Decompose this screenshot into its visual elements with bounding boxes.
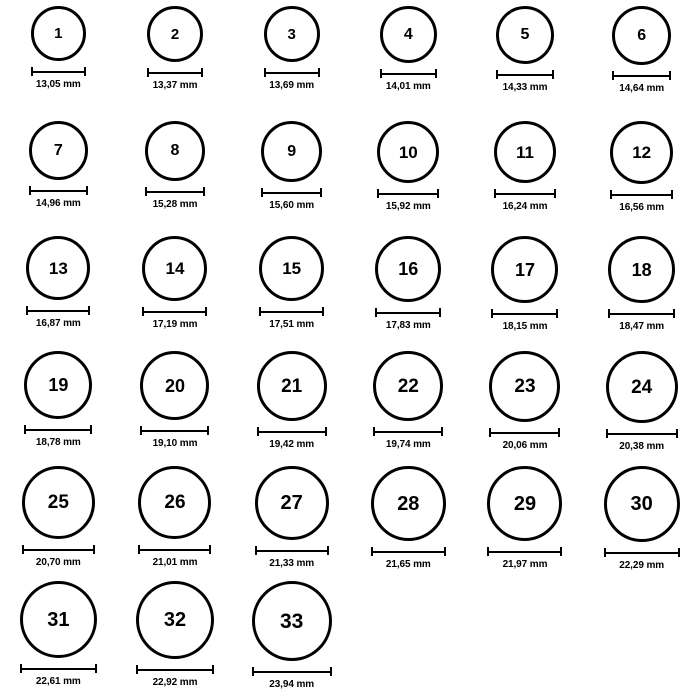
dimension-label: 14,33 mm [502, 82, 548, 93]
dimension-bar [375, 312, 441, 314]
dimension-tick-left [380, 69, 382, 78]
dimension-line [375, 308, 441, 317]
dimension-label: 23,94 mm [269, 679, 315, 690]
dimension-tick-left [142, 307, 144, 316]
dimension-tick-left [608, 309, 610, 318]
dimension-tick-right [327, 546, 329, 555]
ring-size-cell [583, 121, 700, 236]
ring-circle [608, 236, 675, 303]
ring-circle [29, 121, 88, 180]
dimension-label: 22,29 mm [619, 560, 665, 571]
dimension-annotation [20, 664, 97, 687]
dimension-label: 18,78 mm [35, 437, 81, 448]
dimension-bar [264, 72, 320, 74]
dimension-label: 13,05 mm [35, 79, 81, 90]
dimension-line [22, 545, 95, 554]
ring-circle [22, 466, 95, 539]
ring-size-cell [117, 6, 234, 121]
ring-size-cell [117, 581, 234, 696]
ring-size-number: 32 [163, 609, 187, 631]
dimension-line [604, 548, 680, 557]
ring-circle [26, 236, 90, 300]
dimension-bar [371, 551, 446, 553]
ring-size-number: 7 [53, 141, 63, 159]
dimension-line [138, 545, 211, 554]
dimension-line [608, 309, 675, 318]
dimension-tick-left [610, 190, 612, 199]
dimension-bar [145, 191, 205, 193]
dimension-line [136, 665, 214, 674]
dimension-bar [29, 190, 88, 192]
dimension-line [491, 309, 558, 318]
ring-size-cell [0, 236, 117, 351]
ring-size-cell [0, 466, 117, 581]
dimension-tick-right [558, 428, 560, 437]
ring-circle [31, 6, 86, 61]
dimension-bar [136, 669, 214, 671]
ring-size-number: 19 [48, 375, 69, 395]
dimension-line [24, 425, 92, 434]
dimension-tick-right [441, 427, 443, 436]
dimension-tick-left [375, 308, 377, 317]
dimension-label: 21,65 mm [385, 559, 431, 570]
dimension-annotation [145, 187, 205, 210]
dimension-label: 20,38 mm [619, 441, 665, 452]
dimension-tick-left [255, 546, 257, 555]
dimension-line [145, 187, 205, 196]
dimension-annotation [377, 189, 439, 212]
dimension-bar [31, 71, 86, 73]
ring-size-number: 1 [54, 25, 63, 42]
dimension-tick-right [205, 307, 207, 316]
dimension-tick-right [444, 547, 446, 556]
ring-size-number: 14 [165, 259, 185, 278]
dimension-line [487, 547, 562, 556]
dimension-label: 17,83 mm [385, 320, 431, 331]
dimension-line [377, 189, 439, 198]
dimension-annotation [22, 545, 95, 568]
dimension-label: 14,96 mm [35, 198, 81, 209]
ring-size-number: 5 [520, 26, 530, 43]
ring-size-number: 12 [632, 143, 652, 162]
dimension-bar [22, 549, 95, 551]
ring-size-number: 26 [164, 492, 186, 513]
dimension-tick-left [252, 667, 254, 676]
ring-circle [252, 581, 332, 661]
ring-size-cell [350, 466, 467, 581]
dimension-bar [491, 313, 558, 315]
dimension-annotation [375, 308, 441, 331]
ring-circle [145, 121, 205, 181]
ring-size-number: 11 [515, 142, 534, 162]
ring-circle [604, 466, 680, 542]
dimension-tick-left [24, 425, 26, 434]
dimension-label: 17,51 mm [269, 319, 315, 330]
dimension-annotation [261, 188, 322, 211]
dimension-annotation [610, 190, 673, 213]
dimension-label: 22,92 mm [152, 677, 198, 688]
dimension-annotation [489, 428, 560, 451]
dimension-label: 21,01 mm [152, 557, 198, 568]
dimension-tick-left [371, 547, 373, 556]
dimension-bar [380, 73, 437, 75]
ring-size-number: 25 [47, 492, 69, 513]
ring-circle [24, 351, 92, 419]
ring-circle [606, 351, 678, 423]
dimension-tick-right [671, 190, 673, 199]
ring-size-cell [233, 121, 350, 236]
dimension-label: 15,92 mm [385, 201, 431, 212]
dimension-tick-left [261, 188, 263, 197]
dimension-tick-left [29, 186, 31, 195]
dimension-tick-left [489, 428, 491, 437]
dimension-bar [261, 192, 322, 194]
dimension-line [371, 547, 446, 556]
dimension-annotation [608, 309, 675, 332]
ring-size-cell [117, 236, 234, 351]
dimension-tick-right [669, 71, 671, 80]
dimension-tick-left [31, 67, 33, 76]
dimension-label: 19,42 mm [269, 439, 315, 450]
ring-circle [371, 466, 446, 541]
dimension-label: 18,15 mm [502, 321, 548, 332]
ring-circle [491, 236, 558, 303]
ring-size-number: 28 [397, 492, 420, 515]
dimension-tick-right [676, 429, 678, 438]
ring-size-cell [467, 466, 584, 581]
dimension-bar [494, 193, 556, 195]
dimension-bar [496, 74, 554, 76]
dimension-tick-right [207, 426, 209, 435]
ring-circle [375, 236, 441, 302]
dimension-label: 20,70 mm [35, 557, 81, 568]
ring-size-cell [0, 6, 117, 121]
dimension-annotation [26, 306, 90, 329]
ring-circle [489, 351, 560, 422]
dimension-line [259, 307, 324, 316]
dimension-tick-right [93, 545, 95, 554]
dimension-tick-right [554, 189, 556, 198]
ring-size-cell [117, 466, 234, 581]
ring-size-cell [0, 351, 117, 466]
ring-size-number: 4 [403, 25, 413, 43]
dimension-annotation [136, 665, 214, 688]
ring-circle [494, 121, 556, 183]
ring-size-number: 23 [514, 376, 536, 397]
dimension-line [380, 69, 437, 78]
dimension-tick-right [212, 665, 214, 674]
dimension-tick-left [496, 70, 498, 79]
ring-size-number: 9 [287, 142, 297, 160]
dimension-label: 14,01 mm [385, 81, 431, 92]
ring-size-number: 13 [48, 258, 68, 278]
dimension-bar [612, 75, 671, 77]
ring-size-number: 22 [397, 375, 419, 397]
ring-size-cell [583, 351, 700, 466]
dimension-annotation [252, 667, 332, 690]
ring-size-number: 10 [398, 142, 418, 162]
ring-circle [138, 466, 211, 539]
dimension-bar [257, 431, 327, 433]
dimension-annotation [29, 186, 88, 209]
dimension-tick-left [612, 71, 614, 80]
ring-circle [140, 351, 209, 420]
dimension-annotation [494, 189, 556, 212]
ring-circle [255, 466, 329, 540]
dimension-annotation [604, 548, 680, 571]
dimension-line [140, 426, 209, 435]
dimension-bar [20, 668, 97, 670]
dimension-tick-right [209, 545, 211, 554]
dimension-line [257, 427, 327, 436]
dimension-annotation [140, 426, 209, 449]
dimension-line [264, 68, 320, 77]
dimension-line [26, 306, 90, 315]
dimension-annotation [606, 429, 678, 452]
dimension-annotation [371, 547, 446, 570]
dimension-bar [489, 432, 560, 434]
dimension-label: 16,24 mm [502, 201, 548, 212]
dimension-tick-right [556, 309, 558, 318]
dimension-tick-left [136, 665, 138, 674]
dimension-tick-right [678, 548, 680, 557]
dimension-tick-left [487, 547, 489, 556]
ring-size-cell [117, 351, 234, 466]
dimension-tick-right [95, 664, 97, 673]
dimension-bar [142, 311, 207, 313]
ring-circle [136, 581, 214, 659]
dimension-label: 18,47 mm [619, 321, 665, 332]
dimension-tick-right [325, 427, 327, 436]
dimension-tick-right [673, 309, 675, 318]
ring-size-number: 30 [630, 493, 653, 515]
ring-size-number: 8 [170, 142, 180, 159]
ring-circle [264, 6, 320, 62]
dimension-tick-right [330, 667, 332, 676]
ring-size-number: 15 [282, 259, 302, 278]
dimension-tick-left [257, 427, 259, 436]
ring-size-cell [467, 6, 584, 121]
ring-circle [147, 6, 203, 62]
dimension-annotation [264, 68, 320, 91]
dimension-line [252, 667, 332, 676]
dimension-annotation [147, 68, 203, 91]
dimension-annotation [31, 67, 86, 90]
ring-size-number: 31 [47, 608, 70, 631]
dimension-bar [377, 193, 439, 195]
ring-size-cell [233, 581, 350, 696]
dimension-tick-left [264, 68, 266, 77]
ring-circle [261, 121, 322, 182]
dimension-tick-left [145, 187, 147, 196]
dimension-label: 22,61 mm [35, 676, 81, 687]
dimension-label: 13,37 mm [152, 80, 198, 91]
dimension-tick-left [147, 68, 149, 77]
dimension-bar [140, 430, 209, 432]
dimension-line [29, 186, 88, 195]
dimension-tick-left [604, 548, 606, 557]
dimension-label: 19,74 mm [385, 439, 431, 450]
ring-size-cell [583, 6, 700, 121]
dimension-bar [610, 194, 673, 196]
dimension-line [373, 427, 443, 436]
dimension-label: 21,97 mm [502, 559, 548, 570]
dimension-tick-left [22, 545, 24, 554]
dimension-tick-right [435, 69, 437, 78]
dimension-tick-right [318, 68, 320, 77]
ring-size-cell [233, 6, 350, 121]
dimension-tick-right [560, 547, 562, 556]
ring-circle [259, 236, 324, 301]
dimension-line [147, 68, 203, 77]
ring-size-cell [350, 6, 467, 121]
dimension-label: 15,28 mm [152, 199, 198, 210]
dimension-label: 14,64 mm [619, 83, 665, 94]
dimension-bar [252, 671, 332, 673]
dimension-tick-right [88, 306, 90, 315]
ring-size-cell [233, 466, 350, 581]
dimension-label: 17,19 mm [152, 319, 198, 330]
ring-circle [20, 581, 97, 658]
dimension-bar [255, 550, 329, 552]
dimension-bar [606, 433, 678, 435]
ring-size-cell [467, 351, 584, 466]
ring-size-cell [233, 236, 350, 351]
ring-circle [487, 466, 562, 541]
ring-size-number: 17 [514, 259, 535, 280]
ring-size-cell [583, 466, 700, 581]
dimension-line [606, 429, 678, 438]
dimension-label: 13,69 mm [269, 80, 315, 91]
dimension-tick-left [377, 189, 379, 198]
ring-size-number: 16 [398, 259, 419, 279]
dimension-bar [373, 431, 443, 433]
dimension-tick-right [84, 67, 86, 76]
ring-circle [257, 351, 327, 421]
ring-size-cell [0, 581, 117, 696]
ring-size-number: 29 [513, 492, 537, 515]
dimension-tick-left [138, 545, 140, 554]
dimension-line [610, 190, 673, 199]
dimension-line [31, 67, 86, 76]
ring-size-cell [467, 236, 584, 351]
dimension-bar [259, 311, 324, 313]
dimension-annotation [257, 427, 327, 450]
dimension-tick-left [26, 306, 28, 315]
dimension-tick-right [203, 187, 205, 196]
ring-size-number: 18 [631, 259, 652, 280]
dimension-tick-left [259, 307, 261, 316]
ring-size-cell [350, 121, 467, 236]
dimension-tick-right [201, 68, 203, 77]
dimension-annotation [487, 547, 562, 570]
dimension-label: 19,10 mm [152, 438, 198, 449]
dimension-annotation [373, 427, 443, 450]
dimension-tick-left [606, 429, 608, 438]
ring-size-number: 24 [631, 376, 653, 398]
ring-circle [373, 351, 443, 421]
dimension-bar [147, 72, 203, 74]
dimension-annotation [612, 71, 671, 94]
ring-circle [380, 6, 437, 63]
ring-circle [377, 121, 439, 183]
ring-circle [142, 236, 207, 301]
dimension-line [142, 307, 207, 316]
dimension-line [612, 71, 671, 80]
ring-size-cell [467, 121, 584, 236]
dimension-tick-right [86, 186, 88, 195]
dimension-line [261, 188, 322, 197]
dimension-bar [24, 429, 92, 431]
ring-size-number: 33 [279, 609, 304, 633]
dimension-line [494, 189, 556, 198]
dimension-label: 15,60 mm [269, 200, 315, 211]
ring-size-cell [350, 236, 467, 351]
dimension-tick-left [140, 426, 142, 435]
dimension-annotation [491, 309, 558, 332]
ring-size-number: 3 [287, 25, 296, 43]
dimension-annotation [142, 307, 207, 330]
ring-size-number: 21 [281, 375, 303, 397]
dimension-tick-right [439, 308, 441, 317]
dimension-line [255, 546, 329, 555]
dimension-label: 16,56 mm [619, 202, 665, 213]
dimension-annotation [138, 545, 211, 568]
dimension-annotation [255, 546, 329, 569]
dimension-tick-right [437, 189, 439, 198]
ring-circle [496, 6, 554, 64]
dimension-line [496, 70, 554, 79]
ring-size-number: 2 [170, 25, 180, 43]
ring-size-cell [583, 236, 700, 351]
ring-size-number: 27 [280, 492, 303, 514]
dimension-bar [26, 310, 90, 312]
dimension-label: 21,33 mm [269, 558, 315, 569]
dimension-tick-left [20, 664, 22, 673]
ring-size-cell [233, 351, 350, 466]
dimension-annotation [496, 70, 554, 93]
ring-circle [612, 6, 671, 65]
ring-size-number: 20 [164, 375, 185, 396]
dimension-annotation [24, 425, 92, 448]
dimension-tick-right [90, 425, 92, 434]
dimension-bar [608, 313, 675, 315]
dimension-line [489, 428, 560, 437]
dimension-tick-left [491, 309, 493, 318]
dimension-line [20, 664, 97, 673]
dimension-tick-right [320, 188, 322, 197]
dimension-bar [138, 549, 211, 551]
dimension-tick-right [552, 70, 554, 79]
ring-size-cell [350, 351, 467, 466]
dimension-annotation [259, 307, 324, 330]
dimension-bar [604, 552, 680, 554]
dimension-tick-right [322, 307, 324, 316]
ring-size-cell [117, 121, 234, 236]
ring-circle [610, 121, 673, 184]
ring-size-number: 6 [637, 26, 647, 44]
dimension-annotation [380, 69, 437, 92]
dimension-tick-left [494, 189, 496, 198]
dimension-label: 20,06 mm [502, 440, 548, 451]
ring-size-cell [0, 121, 117, 236]
dimension-label: 16,87 mm [35, 318, 81, 329]
dimension-tick-left [373, 427, 375, 436]
dimension-bar [487, 551, 562, 553]
